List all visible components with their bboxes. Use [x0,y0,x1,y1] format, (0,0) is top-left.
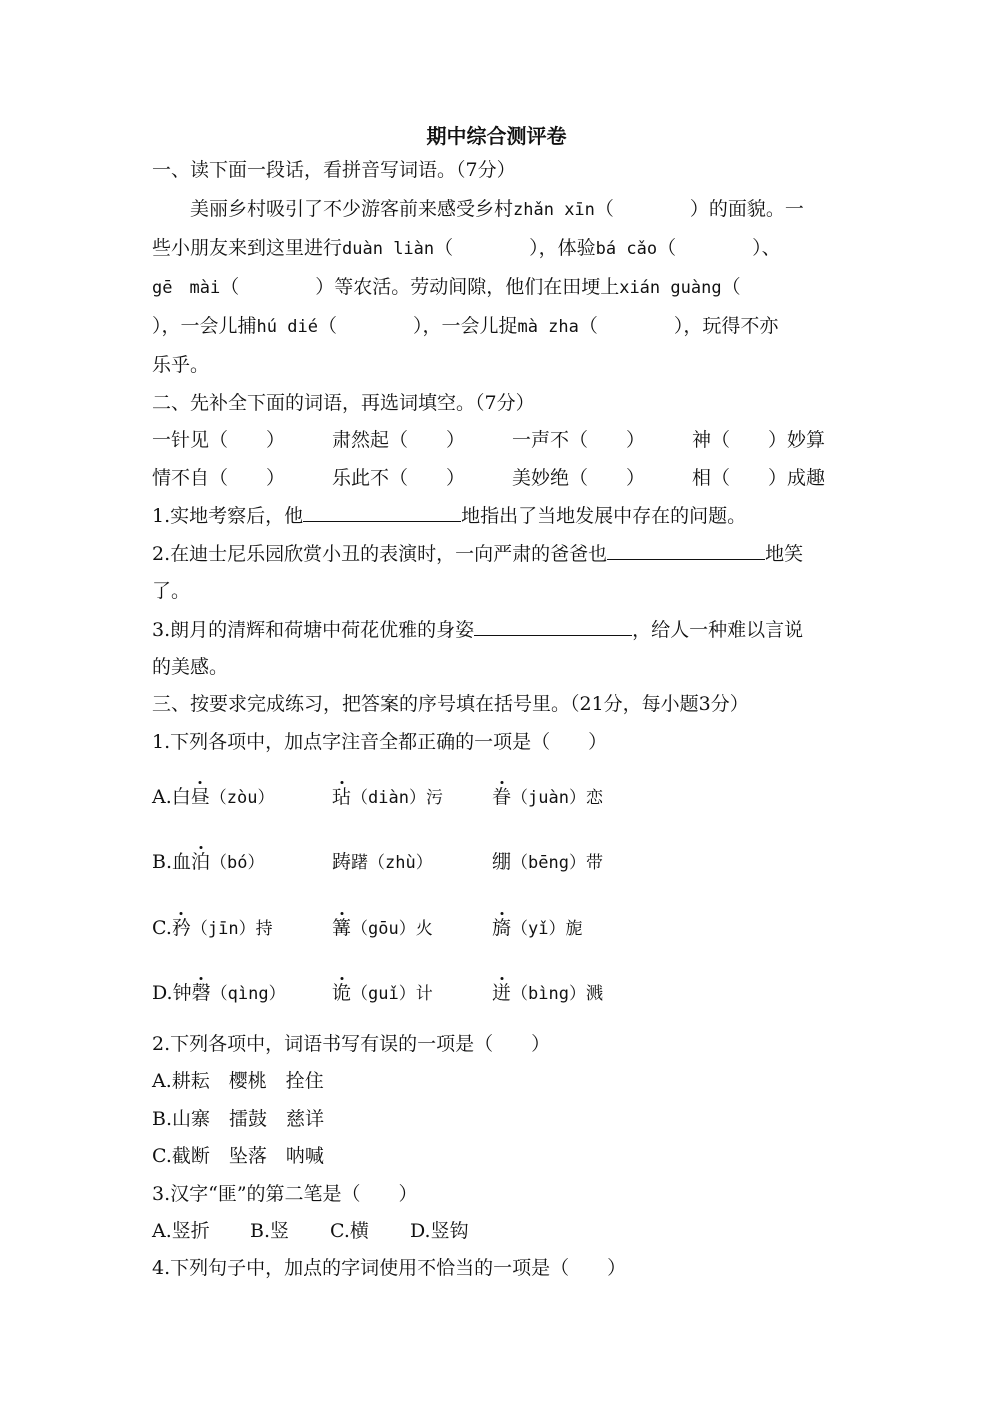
q2-option-a: A.耕耘 樱桃 拴住 [152,1070,324,1092]
question-text: 地指出了当地发展中存在的问题。 [461,505,747,527]
question-text: 地笑 [765,543,804,565]
s1-line-5: 乐乎。 [152,354,210,376]
option-group [152,850,265,875]
option-group [332,785,443,810]
s2-question-2-cont: 了。 [152,580,191,602]
s1-text: （ [721,276,741,298]
s1-text: （ ），一会儿捉 [317,315,518,337]
s1-text: ），一会儿捕 [152,315,257,337]
question-text: 1.实地考察后，他 [152,505,304,527]
option-text: B.血 [152,851,192,873]
option-group [152,785,275,810]
dotted-char: 眷 [492,786,512,808]
option-group [492,850,603,875]
section2-heading: 二、先补全下面的词语，再选词填空。（7分） [152,392,535,414]
s3-question-1: 1.下列各项中，加点字注音全都正确的一项是（ ） [152,731,608,753]
s3-question-3: 3.汉字“匪”的第二笔是（ ） [152,1183,418,1205]
dotted-char: 旖 [492,917,512,939]
pinyin: （gōu）火 [351,919,433,939]
word-item: 肃然起（ ） [332,429,466,451]
dotted-char: 泊 [191,851,211,873]
answer-blank[interactable] [474,617,632,636]
pinyin: bá cǎo [595,239,658,259]
q3-option: A.竖折 [152,1220,210,1242]
option-group [152,916,273,941]
q3-option: D.竖钩 [410,1220,469,1242]
option-text: C. [152,917,172,939]
pinyin: （bìng）溅 [511,984,603,1004]
q3-option: C.横 [330,1220,369,1242]
word-item: 神（ ）妙算 [692,429,826,451]
s1-line-3 [152,275,842,300]
dotted-char: 矜 [171,917,191,939]
option-group [492,981,603,1006]
pinyin: mà zha [517,317,579,337]
s1-text: 些小朋友来到这里进行 [152,237,343,259]
s1-text: （ ），体验 [434,237,596,259]
pinyin: （diàn）污 [351,788,443,808]
dotted-char: 昼 [190,786,210,808]
pinyin: hú dié [256,317,318,337]
s1-text: （ ）、 [657,237,781,259]
answer-blank[interactable] [303,503,461,522]
pinyin: （yǐ）旎 [511,919,583,939]
section1-heading: 一、读下面一段话，看拼音写词语。（7分） [152,159,516,181]
s1-text: （ ）的面貌。一 [594,198,804,220]
word-item: 相（ ）成趣 [692,467,826,489]
pinyin: duàn liàn [342,239,435,259]
answer-blank[interactable] [607,541,765,560]
dotted-char: 篝 [332,917,352,939]
s2-question-3-cont: 的美感。 [152,656,229,678]
s2-question-1 [152,503,842,528]
word-item: 情不自（ ） [152,467,286,489]
pinyin: zhǎn xīn [513,200,595,220]
pinyin: （qìng） [210,984,286,1004]
pinyin: xián guàng [619,278,722,298]
option-group [152,981,286,1006]
pinyin: （juàn）恋 [511,788,603,808]
pinyin: （bó） [210,853,265,873]
word-item: 一针见（ ） [152,429,286,451]
q3-option: B.竖 [250,1220,290,1242]
s1-line-1 [152,197,842,222]
s3-question-4: 4.下列句子中，加点的字词使用不恰当的一项是（ ） [152,1257,627,1279]
option-group [332,981,433,1006]
s2-question-3 [152,617,842,642]
page-title: 期中综合测评卷 [426,124,567,148]
dotted-char: 迸 [492,982,512,1004]
s1-text: 美丽乡村吸引了不少游客前来感受乡村 [152,198,514,220]
q2-option-c: C.截断 坠落 呐喊 [152,1145,324,1167]
pinyin: gē mài [152,278,221,298]
s2-question-2 [152,541,842,566]
question-text: 3.朗月的清辉和荷塘中荷花优雅的身姿 [152,619,475,641]
option-text: A.白 [152,786,191,808]
s1-text: （ ）等农活。劳动间隙，他们在田埂上 [220,276,620,298]
option-group [492,916,583,941]
question-text: ，给人一种难以言说 [632,619,804,641]
pinyin: （zòu） [209,788,275,808]
pinyin: （jīn）持 [190,919,273,939]
word-item: 一声不（ ） [512,429,646,451]
s3-question-2: 2.下列各项中，词语书写有误的一项是（ ） [152,1033,551,1055]
question-text: 2.在迪士尼乐园欣赏小丑的表演时，一向严肃的爸爸也 [152,543,608,565]
q2-option-b: B.山寨 擂鼓 慈详 [152,1108,325,1130]
dotted-char: 诡 [332,982,352,1004]
dotted-char: 磬 [191,982,211,1004]
dotted-char: 玷 [332,786,352,808]
word-item: 美妙绝（ ） [512,467,646,489]
option-text: 踌 [332,851,352,873]
option-text: 绷 [492,851,512,873]
s1-text: （ ），玩得不亦 [578,315,779,337]
s1-line-2 [152,236,842,261]
s1-line-4 [152,314,842,339]
option-text: D.钟 [152,982,192,1004]
pinyin: （bēng）带 [511,853,603,873]
word-item: 乐此不（ ） [332,467,466,489]
option-group [332,850,433,875]
pinyin: 躇（zhù） [351,853,433,873]
pinyin: （guǐ）计 [351,984,433,1004]
option-group [332,916,433,941]
option-group [492,785,603,810]
section3-heading: 三、按要求完成练习，把答案的序号填在括号里。（21分，每小题3分） [152,693,749,715]
